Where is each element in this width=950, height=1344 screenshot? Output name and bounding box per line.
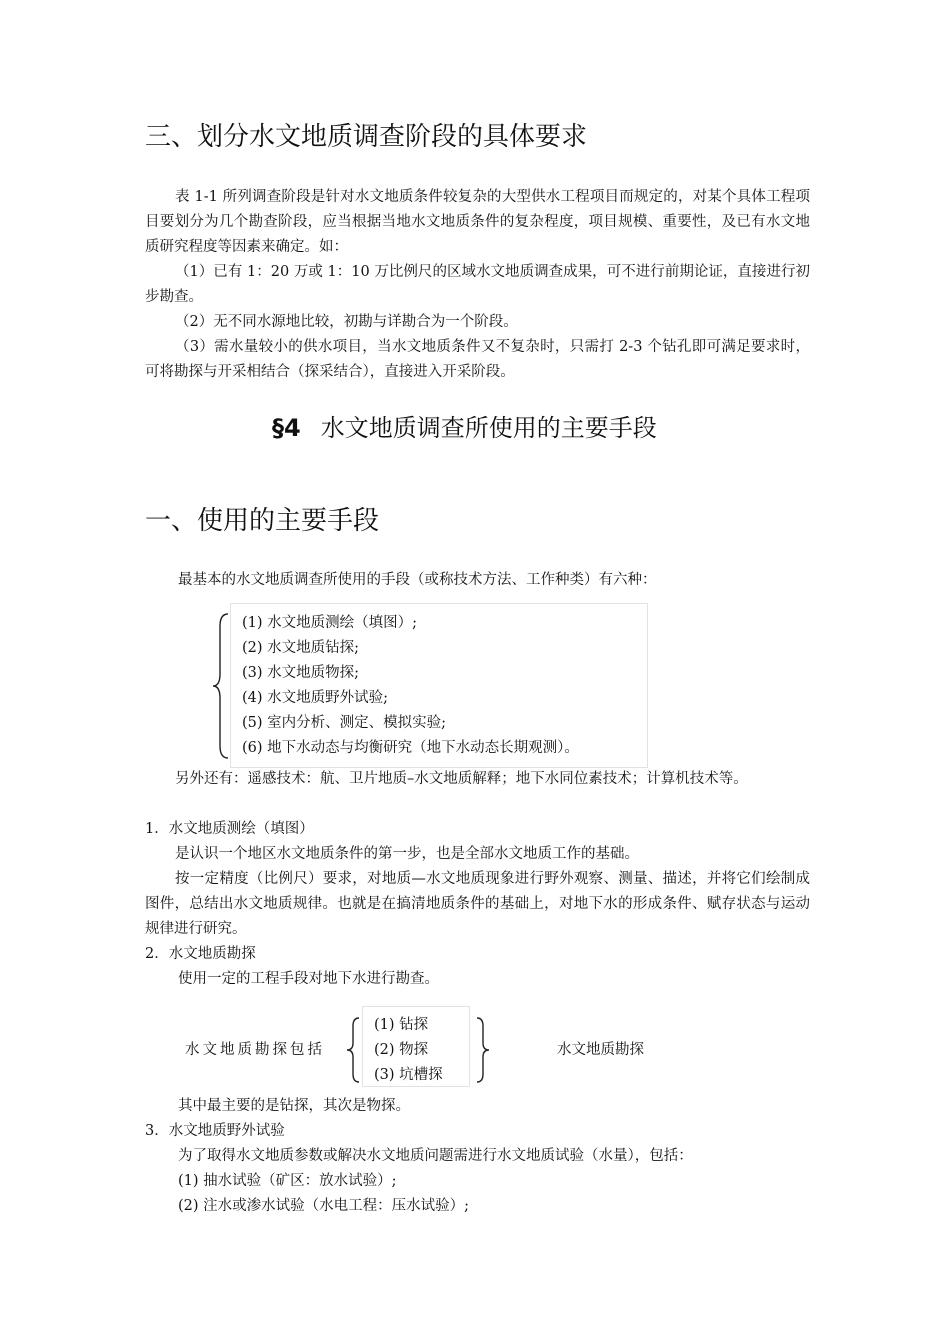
explore-label: 水文地质勘探包括	[185, 1042, 325, 1058]
subsection-1-paragraph-1: 是认识一个地区水文地质条件的第一步，也是全部水文地质工作的基础。	[175, 846, 639, 862]
means-item: (5) 室内分析、测定、模拟实验;	[242, 715, 447, 731]
section-heading-3: 三、划分水文地质调查阶段的具体要求	[145, 122, 588, 152]
list-item-2: （2）无不同水源地比较，初勘与详勘合为一个阶段。	[175, 314, 518, 330]
other-techniques: 另外还有：遥感技术：航、卫片地质–水文地质解释；地下水同位素技术；计算机技术等。	[175, 771, 748, 787]
paragraph-stage-requirements: 表 1-1 所列调查阶段是针对水文地质条件较复杂的大型供水工程项目而规定的，对某个具体工程项目要划分为几个勘查阶段，应当根据当地水文地质条件的复杂程度，项目规模、重要性，及已有水文地质研究程度等因素来确定。如：	[145, 189, 810, 255]
subsection-1-paragraph-2: 按一定精度（比例尺）要求，对地质—水文地质现象进行野外观察、测量、描述，并将它们绘制成图件，总结出水文地质规律。也就是在搞清地质条件的基础上，对地下水的形成条件、赋存状态与运动规律进行研究。	[145, 871, 810, 937]
subsection-2-paragraph-2: 其中最主要的是钻探，其次是物探。	[178, 1098, 410, 1114]
subsection-title-2: 2．水文地质勘探	[145, 946, 256, 962]
means-intro: 最基本的水文地质调查所使用的手段（或称技术方法、工作种类）有六种：	[178, 572, 657, 588]
left-brace-icon	[210, 612, 232, 760]
explore-item: (2) 物探	[374, 1042, 429, 1058]
subsection-title-3: 3．水文地质野外试验	[145, 1123, 285, 1139]
section-heading-1: 一、使用的主要手段	[145, 506, 380, 536]
means-item: (1) 水文地质测绘（填图）;	[242, 615, 418, 631]
list-item-1: （1）已有 1：20 万或 1：10 万比例尺的区域水文地质调查成果，可不进行前期论证，直接进行初步勘查。	[145, 264, 810, 305]
means-item: (2) 水文地质钻探;	[242, 640, 360, 656]
chapter-title: 水文地质调查所使用的主要手段	[320, 414, 657, 442]
explore-item: (1) 钻探	[374, 1017, 429, 1033]
explore-list	[374, 1013, 443, 1088]
list-item-3: （3）需水量较小的供水项目，当水文地质条件又不复杂时，只需打 2-3 个钻孔即可满足要求时，可将勘探与开采相结合（探采结合），直接进入开采阶段。	[145, 339, 810, 380]
test-item: (2) 注水或渗水试验（水电工程：压水试验）;	[178, 1198, 470, 1214]
subsection-title-1: 1．水文地质测绘（填图）	[145, 821, 314, 837]
explore-right-label: 水文地质勘探	[557, 1042, 644, 1058]
means-item: (4) 水文地质野外试验;	[242, 690, 389, 706]
subsection-2-paragraph-1: 使用一定的工程手段对地下水进行勘查。	[178, 971, 439, 987]
test-item: (1) 抽水试验（矿区：放水试验）;	[178, 1173, 397, 1189]
chapter-symbol: §4	[272, 414, 301, 442]
means-list	[242, 611, 579, 761]
explore-item: (3) 坑槽探	[374, 1067, 443, 1083]
subsection-3-paragraph-1: 为了取得水文地质参数或解决水文地质问题需进行水文地质试验（水量），包括：	[178, 1148, 693, 1164]
means-item: (6) 地下水动态与均衡研究（地下水动态长期观测）。	[242, 740, 579, 756]
left-brace-icon	[344, 1016, 362, 1084]
chapter-heading	[272, 408, 657, 443]
right-brace-icon	[474, 1016, 492, 1084]
means-item: (3) 水文地质物探;	[242, 665, 360, 681]
